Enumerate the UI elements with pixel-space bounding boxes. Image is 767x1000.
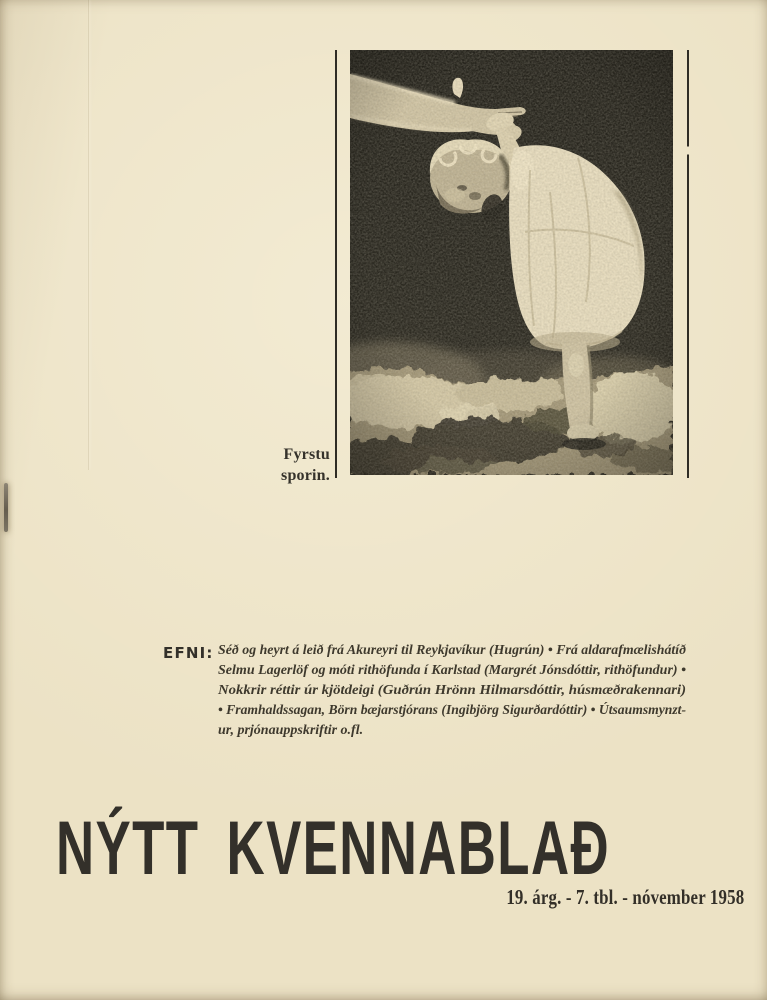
masthead — [56, 806, 610, 891]
contents-label: EFNI: — [163, 644, 214, 662]
caption-line-2: sporin. — [281, 467, 330, 484]
contents-line — [218, 661, 686, 681]
contents-line-text: ur, prjónauppskriftir o.fl. — [218, 723, 364, 738]
magazine-title: NÝTT KVENNABLAÐ — [56, 806, 610, 891]
first-steps-photo — [350, 50, 673, 475]
contents-line-text: • Framhaldssagan, Börn bæjarstjórans (Ingibjörg Sigurðardóttir) • Útsaumsmynzt- — [218, 703, 687, 718]
issue-info-wrap — [448, 885, 745, 909]
paper-crease — [88, 0, 89, 470]
contents-line — [218, 701, 686, 721]
contents-line — [218, 681, 686, 701]
caption-line-1: Fyrstu — [283, 446, 330, 463]
cover-photo — [350, 50, 673, 475]
contents-line — [218, 641, 686, 661]
contents-line — [218, 721, 686, 741]
photo-left-rule — [335, 50, 337, 478]
staple-mark — [4, 483, 8, 532]
contents-line-text: Selmu Lagerlöf og móti rithöfunda í Karlstad (Margrét Jónsdóttir, rithöfundur) • — [218, 663, 686, 678]
issue-info: 19. árg. - 7. tbl. - nóvember 1958 — [506, 885, 745, 909]
contents-line-text: Nokkrir réttir úr kjötdeigi (Guðrún Hrönn Hilmarsdóttir, húsmæðrakennari) — [218, 683, 687, 698]
photo-right-rule — [687, 50, 689, 478]
contents-line-text: Séð og heyrt á leið frá Akureyri til Reykjavíkur (Hugrún) • Frá aldarafmælishátíð — [218, 643, 687, 658]
contents-list — [218, 641, 686, 741]
photo-caption — [281, 444, 330, 486]
print-grain — [350, 50, 673, 475]
